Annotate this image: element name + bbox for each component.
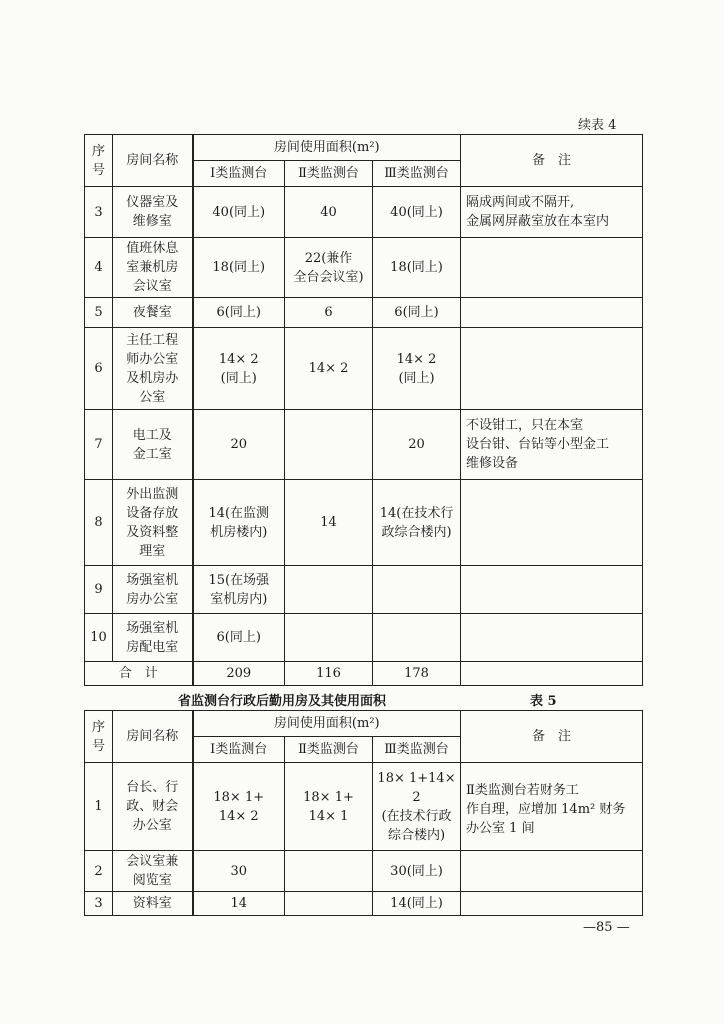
- row-no: 5: [85, 298, 113, 328]
- row-room-name: 值班休息 室兼机房 会议室: [113, 238, 193, 298]
- header-seq: 序 号: [85, 135, 113, 187]
- table-total-row: [85, 662, 643, 686]
- total-note: [461, 662, 643, 686]
- total-class1: 209: [193, 662, 285, 686]
- row-class3: 14(同上): [373, 892, 461, 916]
- header-seq: 序 号: [85, 711, 113, 763]
- header-class1: Ⅰ类监测台: [193, 737, 285, 763]
- row-class2: 40: [285, 187, 373, 238]
- row-class3: 18× 1+14× 2 (在技术行政 综合楼内): [373, 763, 461, 851]
- table-row: [85, 851, 643, 892]
- row-class3: 30(同上): [373, 851, 461, 892]
- row-note: [461, 238, 643, 298]
- row-no: 10: [85, 614, 113, 662]
- total-class3: 178: [373, 662, 461, 686]
- row-class1: 18(同上): [193, 238, 285, 298]
- row-class2: [285, 892, 373, 916]
- table-5-caption: 省监测台行政后勤用房及其使用面积: [178, 694, 387, 709]
- row-no: 1: [85, 763, 113, 851]
- total-label: 合 计: [85, 662, 193, 686]
- page-number: —85 —: [583, 920, 630, 935]
- row-class3: [373, 566, 461, 614]
- row-class2: 6: [285, 298, 373, 328]
- row-class1: 30: [193, 851, 285, 892]
- header-class2: Ⅱ类监测台: [285, 161, 373, 187]
- continued-table-label: 续表 4: [578, 118, 617, 133]
- row-class3: 20: [373, 410, 461, 480]
- row-no: 8: [85, 480, 113, 566]
- row-no: 4: [85, 238, 113, 298]
- row-note: 隔成两间或不隔开, 金属网屏蔽室放在本室内: [461, 187, 643, 238]
- row-note: [461, 614, 643, 662]
- row-class1: 15(在场强 室机房内): [193, 566, 285, 614]
- row-room-name: 仪器室及 维修室: [113, 187, 193, 238]
- row-note: Ⅱ类监测台若财务工 作自理，应增加 14m² 财务 办公室 1 间: [461, 763, 643, 851]
- row-class2: [285, 614, 373, 662]
- table-row: [85, 763, 643, 851]
- table-row: [85, 614, 643, 662]
- row-class3: 18(同上): [373, 238, 461, 298]
- row-class1: 20: [193, 410, 285, 480]
- row-room-name: 电工及 金工室: [113, 410, 193, 480]
- row-no: 9: [85, 566, 113, 614]
- row-room-name: 场强室机 房办公室: [113, 566, 193, 614]
- row-class2: [285, 851, 373, 892]
- row-note: 不设钳工，只在本室 设台钳、台钻等小型金工 维修设备: [461, 410, 643, 480]
- table-5-label: 表 5: [530, 694, 557, 709]
- header-room-name: 房间名称: [113, 711, 193, 763]
- header-class1: Ⅰ类监测台: [193, 161, 285, 187]
- row-class1: 14: [193, 892, 285, 916]
- table-row: [85, 892, 643, 916]
- row-room-name: 主任工程 师办公室 及机房办 公室: [113, 328, 193, 410]
- header-note: 备 注: [461, 135, 643, 187]
- row-class1: 40(同上): [193, 187, 285, 238]
- total-class2: 116: [285, 662, 373, 686]
- table-4: [84, 134, 643, 686]
- row-class2: 22(兼作 全台会议室): [285, 238, 373, 298]
- header-class3: Ⅲ类监测台: [373, 161, 461, 187]
- table-row: [85, 480, 643, 566]
- header-area-group: 房间使用面积(m²): [193, 135, 461, 161]
- row-class1: 18× 1+ 14× 2: [193, 763, 285, 851]
- header-note: 备 注: [461, 711, 643, 763]
- row-class2: 14: [285, 480, 373, 566]
- table-row: [85, 187, 643, 238]
- row-class3: [373, 614, 461, 662]
- row-class3: 14(在技术行 政综合楼内): [373, 480, 461, 566]
- table-row: [85, 238, 643, 298]
- row-note: [461, 328, 643, 410]
- row-room-name: 外出监测 设备存放 及资料整 理室: [113, 480, 193, 566]
- row-class1: 14(在监测 机房楼内): [193, 480, 285, 566]
- table-row: [85, 566, 643, 614]
- row-no: 7: [85, 410, 113, 480]
- row-room-name: 资料室: [113, 892, 193, 916]
- row-room-name: 台长、行 政、财会 办公室: [113, 763, 193, 851]
- row-room-name: 会议室兼 阅览室: [113, 851, 193, 892]
- table-row: [85, 298, 643, 328]
- row-no: 6: [85, 328, 113, 410]
- row-class2: [285, 410, 373, 480]
- header-class3: Ⅲ类监测台: [373, 737, 461, 763]
- row-class2: 14× 2: [285, 328, 373, 410]
- row-class3: 6(同上): [373, 298, 461, 328]
- row-class1: 14× 2 (同上): [193, 328, 285, 410]
- row-class2: [285, 566, 373, 614]
- row-no: 3: [85, 892, 113, 916]
- row-class1: 6(同上): [193, 298, 285, 328]
- row-no: 2: [85, 851, 113, 892]
- row-no: 3: [85, 187, 113, 238]
- header-room-name: 房间名称: [113, 135, 193, 187]
- row-note: [461, 851, 643, 892]
- row-class2: 18× 1+ 14× 1: [285, 763, 373, 851]
- row-note: [461, 480, 643, 566]
- header-class2: Ⅱ类监测台: [285, 737, 373, 763]
- row-room-name: 夜餐室: [113, 298, 193, 328]
- table-5: [84, 710, 643, 916]
- row-note: [461, 892, 643, 916]
- row-class1: 6(同上): [193, 614, 285, 662]
- header-area-group: 房间使用面积(m²): [193, 711, 461, 737]
- row-note: [461, 566, 643, 614]
- table-row: [85, 410, 643, 480]
- table-row: [85, 328, 643, 410]
- row-class3: 14× 2 (同上): [373, 328, 461, 410]
- row-class3: 40(同上): [373, 187, 461, 238]
- row-room-name: 场强室机 房配电室: [113, 614, 193, 662]
- row-note: [461, 298, 643, 328]
